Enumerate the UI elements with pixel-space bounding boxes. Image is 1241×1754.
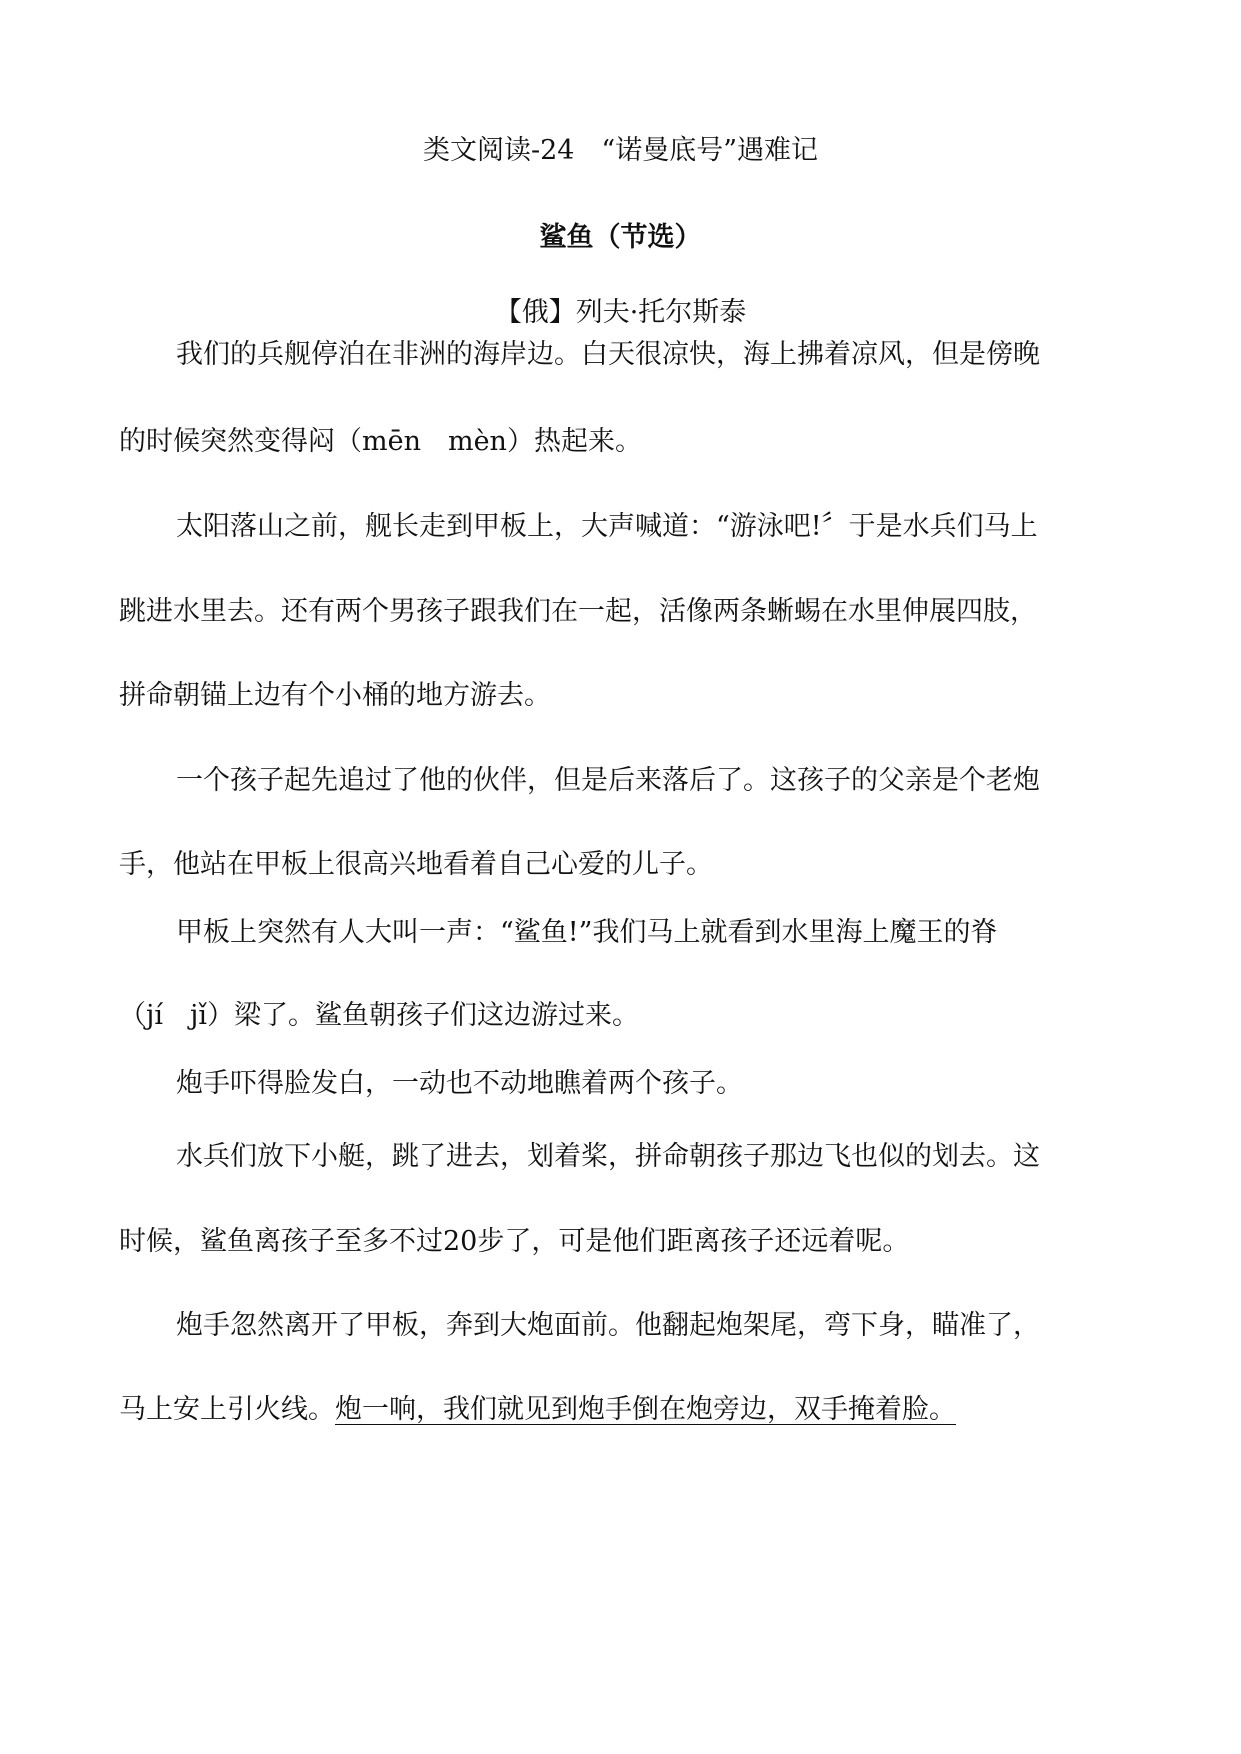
paragraph-line: 炮手吓得脸发白，一动也不动地瞧着两个孩子。 <box>176 1068 743 1099</box>
paragraph-line: 拼命朝锚上边有个小桶的地方游去。 <box>119 680 551 711</box>
paragraph-line: 炮手忽然离开了甲板，奔到大炮面前。他翻起炮架尾，弯下身，瞄准了， <box>176 1310 1040 1341</box>
paragraph-line: 水兵们放下小艇，跳了进去，划着桨，拼命朝孩子那边飞也似的划去。这 <box>176 1141 1040 1172</box>
paragraph-line: 太阳落山之前，舰长走到甲板上，大声喊道：“游泳吧!〞于是水兵们马上 <box>176 511 1038 542</box>
paragraph-line: 的时候突然变得闷（mēn mèn）热起来。 <box>119 426 642 457</box>
document-subtitle: 鲨鱼（节选） <box>539 222 702 253</box>
paragraph-line: 一个孩子起先追过了他的伙伴，但是后来落后了。这孩子的父亲是个老炮 <box>176 765 1040 796</box>
plain-text: 马上安上引火线。 <box>119 1394 335 1425</box>
document-title: 类文阅读-24 “诺曼底号”遇难记 <box>422 135 819 166</box>
document-author: 【俄】列夫·托尔斯泰 <box>494 297 747 328</box>
paragraph-line-last <box>119 1390 956 1430</box>
paragraph-line: 甲板上突然有人大叫一声：“鲨鱼!”我们马上就看到水里海上魔王的脊 <box>176 917 998 948</box>
underlined-sentence: 炮一响，我们就见到炮手倒在炮旁边，双手掩着脸。 <box>335 1394 956 1425</box>
paragraph-line: 我们的兵舰停泊在非洲的海岸边。白天很凉快，海上拂着凉风，但是傍晚 <box>176 339 1040 370</box>
paragraph-line: 跳进水里去。还有两个男孩子跟我们在一起，活像两条蜥蜴在水里伸展四肢， <box>119 596 1037 627</box>
paragraph-line: 手，他站在甲板上很高兴地看着自己心爱的儿子。 <box>119 849 713 880</box>
paragraph-line: 时候，鲨鱼离孩子至多不过20步了，可是他们距离孩子还远着呢。 <box>119 1226 910 1257</box>
paragraph-line: （jí jǐ）梁了。鲨鱼朝孩子们这边游过来。 <box>119 1000 640 1031</box>
